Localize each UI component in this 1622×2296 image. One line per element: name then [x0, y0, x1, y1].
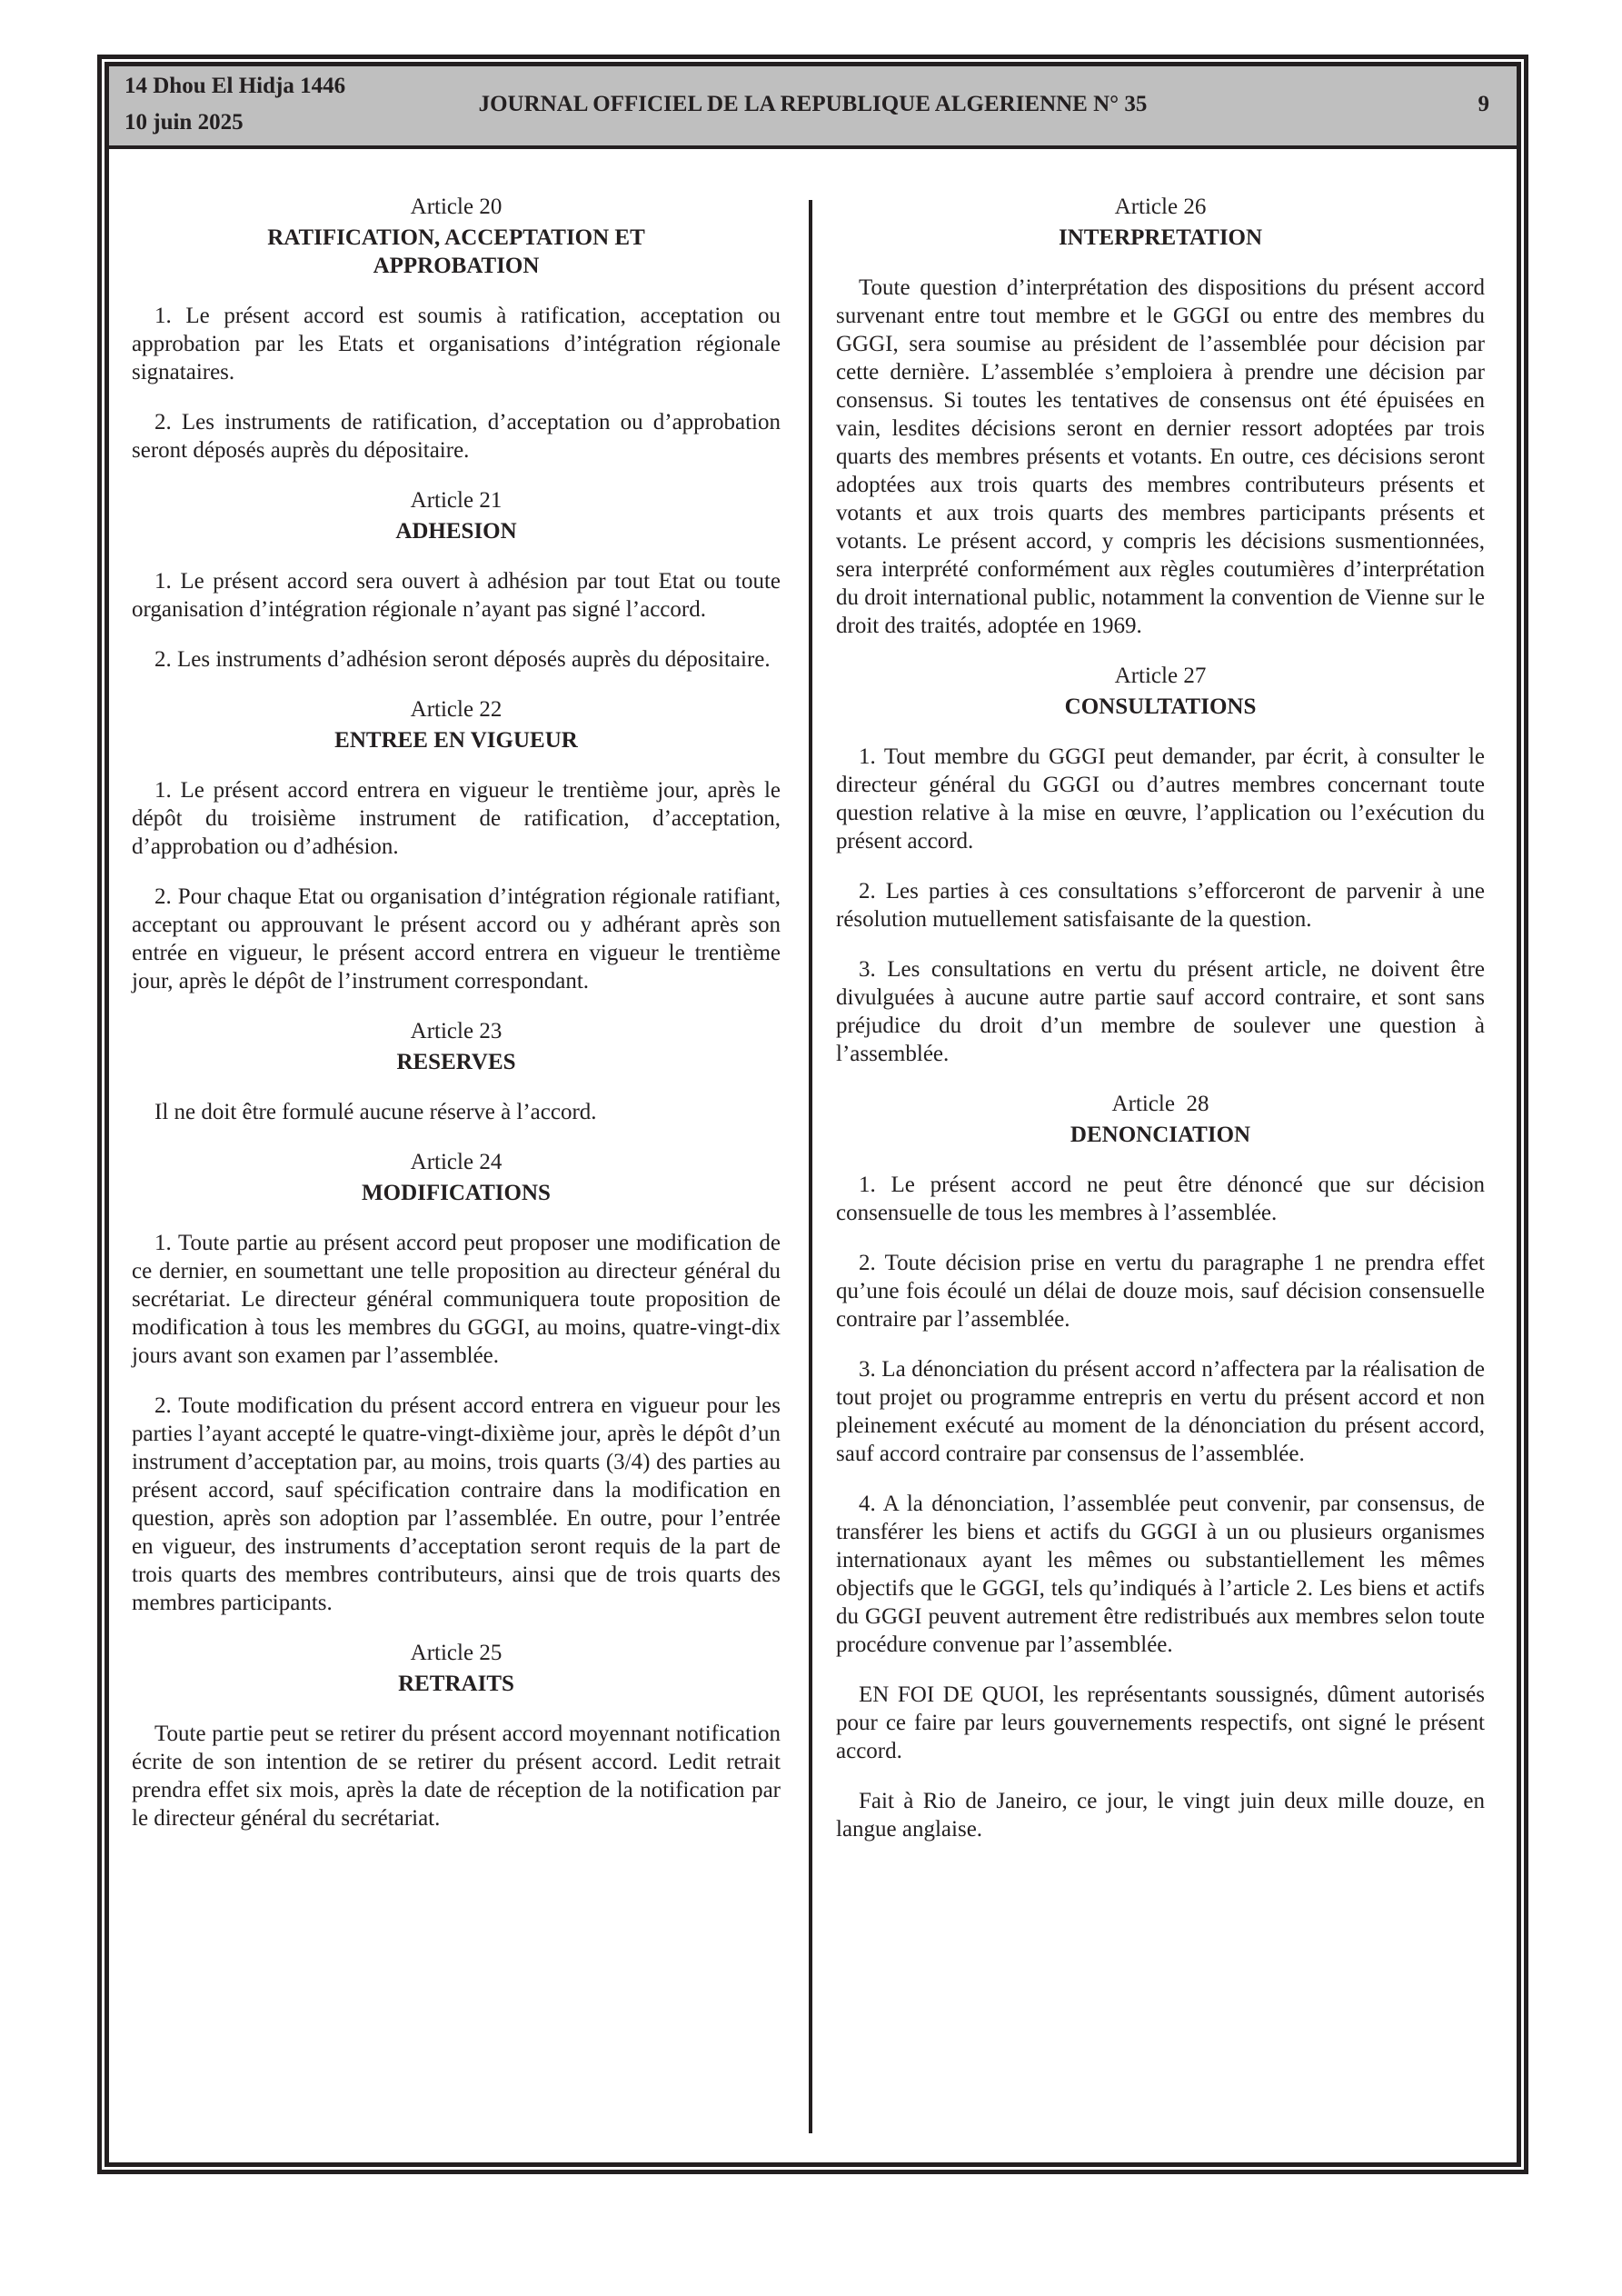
paragraph: 2. Pour chaque Etat ou organisation d’intégration régionale ratifiant, acceptant ou approuvant le présent accord ou y adhérant après son entrée en vigueur, le présent accord entrera en vigueur le trentième jour, après le dépôt de l’instrument correspondant. [132, 884, 781, 993]
page-number: 9 [1478, 92, 1489, 116]
article-title: MODIFICATIONS [362, 1181, 551, 1205]
paragraph: Il ne doit être formulé aucune réserve à l’accord. [154, 1100, 597, 1124]
paragraph: 1. Tout membre du GGGI peut demander, par écrit, à consulter le directeur général du GGGI ou d’autres membres concernant toute question relative à la mise en œuvre, l’application ou l’exécution du présent accord. [836, 744, 1485, 854]
paragraph: Toute question d’interprétation des dispositions du présent accord survenant entre tout membre et le GGGI ou entre des membres du GGGI, sera soumise au président de l’assemblée pour décision par cette dernière. L’assemblée s’emploiera à prendre une décision par consensus. Si toutes les tentatives de consensus ont été épuisées en vain, lesdites décisions seront en dernier ressort adoptées par trois quarts des membres présents et votants. En outre, ces décisions seront adoptées aux trois quarts des membres contributeurs présents et votants et aux trois quarts des membres participants présents et votants. Le présent accord, y compris les décisions susmentionnées, sera interprété conformément aux règles coutumières d’interprétation du droit international public, notamment la convention de Vienne sur le droit des traités, adoptée en 1969. [836, 275, 1485, 638]
article-23 [132, 1017, 781, 1126]
article-number: Article 22 [410, 697, 503, 722]
paragraph: 2. Toute modification du présent accord entrera en vigueur pour les parties l’ayant accepté le quatre-vingt-dixième jour, après le dépôt d’un instrument d’acceptation par, au moins, trois quarts (3/4) des parties au présent accord, sauf spécification contraire dans la modification en question, après son adoption par l’assemblée. En outre, pour l’entrée en vigueur, des instruments d’acceptation seront requis de la part de trois quarts des membres contributeurs, ainsi que de trois quarts des membres participants. [132, 1393, 781, 1615]
paragraph: 1. Le présent accord entrera en vigueur le trentième jour, après le dépôt du troisième instrument de ratification, d’acceptation, d’approbation ou d’adhésion. [132, 778, 781, 859]
paragraph: 1. Le présent accord est soumis à ratification, acceptation ou approbation par les Etats et organisations d’intégration régionale signataires. [132, 304, 781, 384]
article-title: INTERPRETATION [1058, 225, 1263, 250]
gregorian-date: 10 juin 2025 [124, 110, 244, 135]
paragraph: 2. Les instruments de ratification, d’acceptation ou d’approbation seront déposés auprès du dépositaire. [132, 410, 781, 463]
article-25 [132, 1639, 781, 1832]
paragraph: 2. Les parties à ces consultations s’efforceront de parvenir à une résolution mutuellement satisfaisante de la question. [836, 879, 1485, 932]
closing-paragraph: EN FOI DE QUOI, les représentants soussignés, dûment autorisés pour ce faire par leurs gouvernements respectifs, ont signé le présent accord. [836, 1682, 1485, 1763]
closing-paragraph: Fait à Rio de Janeiro, ce jour, le vingt juin deux mille douze, en langue anglaise. [836, 1789, 1485, 1842]
article-title: RETRAITS [398, 1672, 514, 1696]
column-divider [809, 200, 812, 2133]
paragraph: 4. A la dénonciation, l’assemblée peut convenir, par consensus, de transférer les biens et actifs du GGGI à un ou plusieurs organismes internationaux ayant les mêmes ou substantiellement les mêmes objectifs que le GGGI, tels qu’indiqués à l’article 2. Les biens et actifs du GGGI peuvent autrement être redistribués aux membres selon toute procédure convenue par l’assemblée. [836, 1492, 1485, 1657]
article-number: Article 21 [410, 488, 503, 513]
paragraph: 3. Les consultations en vertu du présent article, ne doivent être divulguées à aucune autre partie sauf accord contraire, et sont sans préjudice du droit d’un membre de soulever une question à l’assemblée. [836, 957, 1485, 1066]
article-22 [132, 695, 781, 995]
article-title: RESERVES [396, 1050, 516, 1074]
article-number: Article 25 [410, 1641, 503, 1665]
paragraph: 2. Les instruments d’adhésion seront déposés auprès du dépositaire. [154, 647, 771, 672]
article-27 [836, 662, 1485, 1068]
journal-title: JOURNAL OFFICIEL DE LA REPUBLIQUE ALGERIENNE N° 35 [478, 92, 1148, 116]
paragraph: 1. Le présent accord ne peut être dénoncé que sur décision consensuelle de tous les membres à l’assemblée. [836, 1173, 1485, 1225]
left-column [132, 193, 781, 1854]
paragraph: 1. Toute partie au présent accord peut proposer une modification de ce dernier, en soumettant une telle proposition au directeur général du secrétariat. Le directeur général communiquera toute proposition de modification à tous les membres du GGGI, au moins, quatre-vingt-dix jours avant son examen par l’assemblée. [132, 1231, 781, 1368]
page-header [109, 66, 1517, 149]
paragraph: 3. La dénonciation du présent accord n’affectera par la réalisation de tout projet ou programme entrepris en vertu du présent accord et non pleinement exécuté au moment de la dénonciation du présent accord, sauf accord contraire par consensus de l’assemblée. [836, 1357, 1485, 1466]
article-title: RATIFICATION, ACCEPTATION ET APPROBATION [267, 225, 645, 278]
article-number: Article 20 [410, 195, 503, 219]
article-number: Article 26 [1114, 195, 1207, 219]
right-column [836, 193, 1485, 1865]
article-number: Article 24 [410, 1150, 503, 1174]
article-21 [132, 486, 781, 674]
article-title: CONSULTATIONS [1064, 694, 1257, 719]
article-title: ENTREE EN VIGUEUR [334, 728, 578, 753]
paragraph: 2. Toute décision prise en vertu du paragraphe 1 ne prendra effet qu’une fois écoulé un délai de douze mois, sauf décision consensuelle contraire par l’assemblée. [836, 1251, 1485, 1332]
hijri-date: 14 Dhou El Hidja 1446 [124, 74, 346, 98]
article-number: Article 28 [1111, 1092, 1209, 1116]
article-24 [132, 1148, 781, 1617]
paragraph: 1. Le présent accord sera ouvert à adhésion par tout Etat ou toute organisation d’intégration régionale n’ayant pas signé l’accord. [132, 569, 781, 622]
article-number: Article 27 [1114, 664, 1207, 688]
article-title: DENONCIATION [1070, 1123, 1251, 1147]
article-20 [132, 193, 781, 464]
paragraph: Toute partie peut se retirer du présent accord moyennant notification écrite de son intention de se retirer du présent accord. Ledit retrait prendra effet six mois, après la date de réception de la notification par le directeur général du secrétariat. [132, 1722, 781, 1831]
article-number: Article 23 [410, 1019, 503, 1043]
article-title: ADHESION [395, 519, 517, 544]
article-26 [836, 193, 1485, 640]
article-28 [836, 1090, 1485, 1843]
